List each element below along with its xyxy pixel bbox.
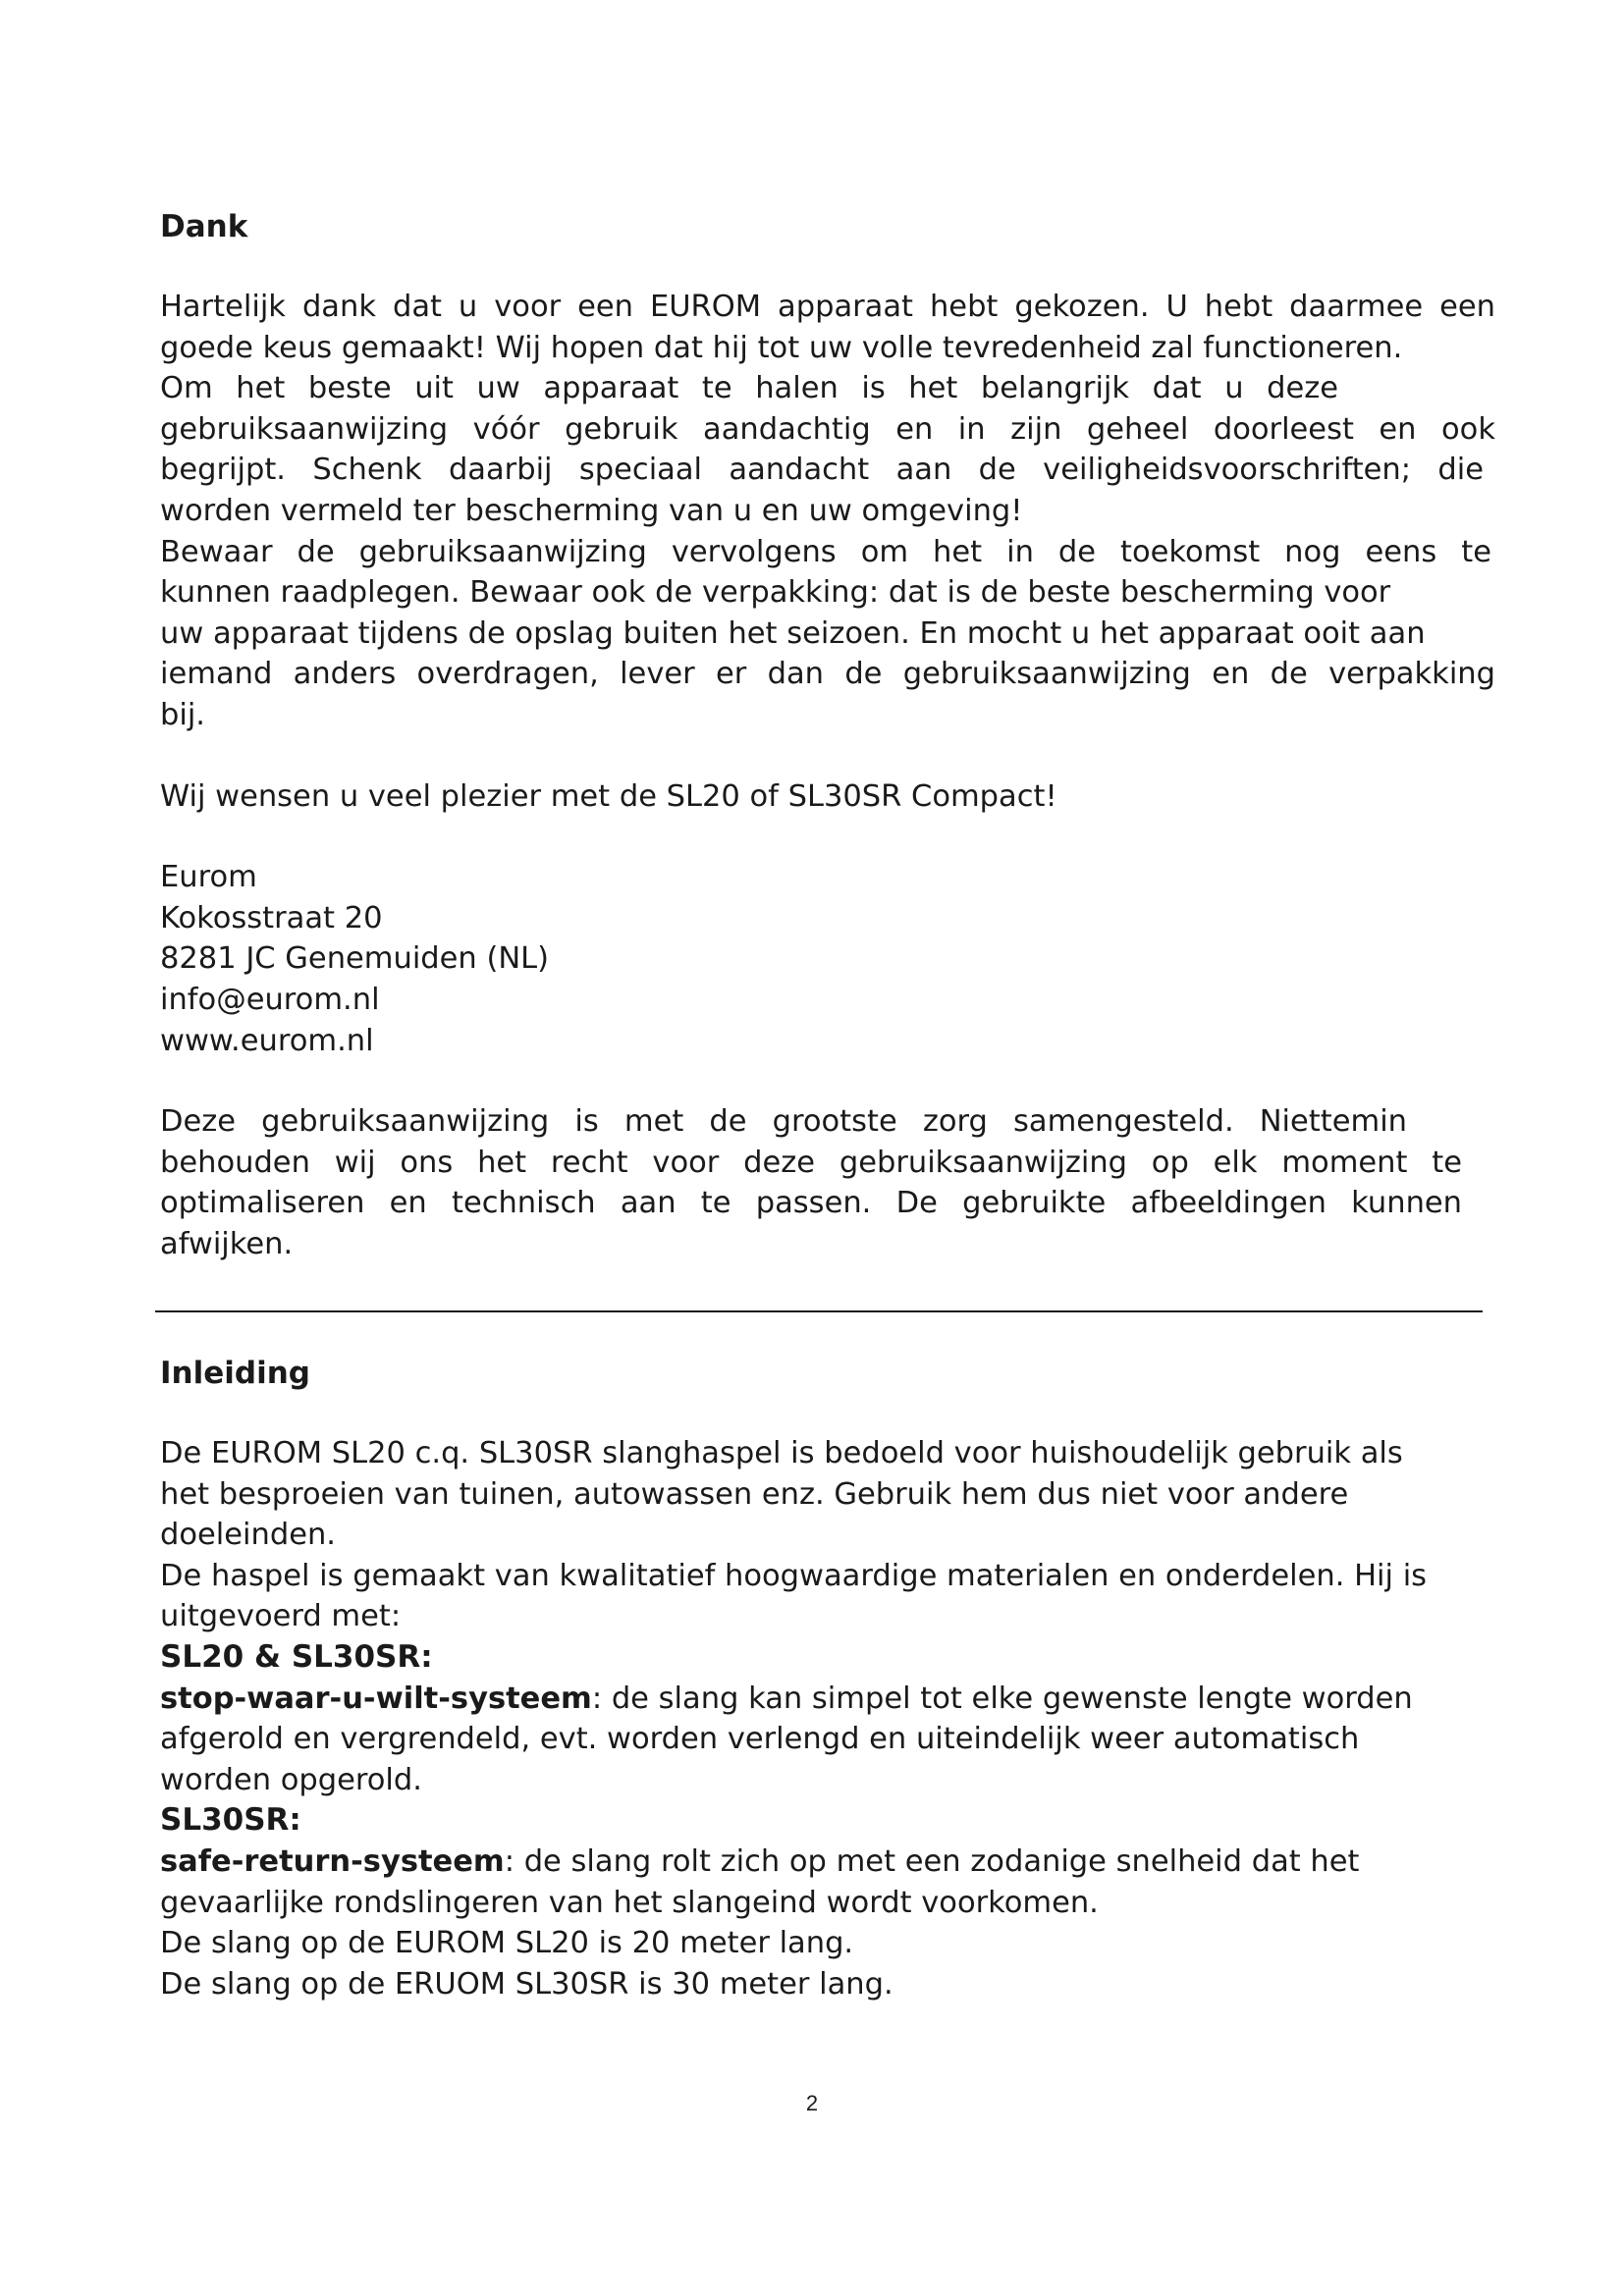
label-sl20-sl30sr: SL20 & SL30SR:: [160, 1638, 433, 1675]
section-inleiding: [160, 1353, 1495, 2004]
address-block: [160, 857, 1495, 1061]
text-line: Om het beste uit uw apparaat te halen is het belangrijk dat u deze: [160, 371, 1338, 406]
hose-length-sl30sr: De slang op de ERUOM SL30SR is 30 meter lang.: [160, 1966, 893, 2002]
paragraph-intro: [160, 1433, 1495, 1637]
text-line: worden opgerold.: [160, 1762, 422, 1797]
text-line: gebruiksaanwijzing vóór gebruik aandachtig en in zijn geheel doorleest en ook: [160, 411, 1495, 447]
text-line: begrijpt. Schenk daarbij speciaal aandacht aan de veiligheidsvoorschriften; die: [160, 453, 1484, 488]
postal-city: 8281 JC Genemuiden (NL): [160, 941, 550, 977]
safe-return-line: [160, 1842, 1495, 1883]
wish-text: Wij wensen u veel plezier met de SL20 of SL30SR Compact!: [160, 778, 1057, 814]
stop-system-line: [160, 1679, 1495, 1720]
stop-system-term: stop-waar-u-wilt-systeem: [160, 1681, 592, 1716]
text-line: bij.: [160, 697, 206, 732]
hose-length-sl20: De slang op de EUROM SL20 is 20 meter lang.: [160, 1926, 854, 1961]
company-name: Eurom: [160, 860, 257, 895]
text-line: De EUROM SL20 c.q. SL30SR slanghaspel is bedoeld voor huishoudelijk gebruik als: [160, 1436, 1403, 1470]
section-dank: [160, 206, 1495, 1264]
text-line: gevaarlijke rondslingeren van het slangeind wordt voorkomen.: [160, 1885, 1099, 1920]
email-address: info@eurom.nl: [160, 982, 380, 1017]
text-line: worden vermeld ter bescherming van u en uw omgeving!: [160, 493, 1023, 528]
text-line: behouden wij ons het recht voor deze gebruiksaanwijzing op elk moment te: [160, 1145, 1462, 1180]
street-address: Kokosstraat 20: [160, 900, 383, 935]
text-line: Hartelijk dank dat u voor een EUROM apparaat hebt gekozen. U hebt daarmee een: [160, 290, 1495, 324]
text-line: doeleinden.: [160, 1518, 336, 1553]
stop-system-description: : de slang kan simpel tot elke gewenste lengte worden: [591, 1681, 1413, 1716]
safe-return-term: safe-return-systeem: [160, 1843, 505, 1879]
text-line: iemand anders overdragen, lever er dan de gebruiksaanwijzing en de verpakking: [160, 657, 1495, 692]
text-line: Bewaar de gebruiksaanwijzing vervolgens om het in de toekomst nog eens te: [160, 534, 1491, 569]
text-line: kunnen raadplegen. Bewaar ook de verpakking: dat is de beste bescherming voor: [160, 575, 1391, 611]
text-line: afwijken.: [160, 1226, 294, 1261]
text-line: optimaliseren en technisch aan te passen. De gebruikte afbeeldingen kunnen: [160, 1186, 1462, 1221]
text-line: uw apparaat tijdens de opslag buiten het seizoen. En mocht u het apparaat ooit aan: [160, 615, 1426, 651]
heading-inleiding: Inleiding: [160, 1356, 310, 1391]
text-line: De haspel is gemaakt van kwalitatief hoogwaardige materialen en onderdelen. Hij is: [160, 1558, 1428, 1593]
paragraph-disclaimer: [160, 1101, 1495, 1264]
text-line: Deze gebruiksaanwijzing is met de grootste zorg samengesteld. Niettemin: [160, 1104, 1407, 1140]
text-line: uitgevoerd met:: [160, 1599, 402, 1634]
page-number: 2: [805, 2091, 819, 2115]
section-divider: [155, 1310, 1483, 1312]
heading-dank: Dank: [160, 209, 248, 244]
safe-return-description: : de slang rolt zich op met een zodanige snelheid dat het: [504, 1843, 1360, 1879]
text-line: goede keus gemaakt! Wij hopen dat hij tot uw volle tevredenheid zal functioneren.: [160, 330, 1403, 365]
website: www.eurom.nl: [160, 1023, 374, 1058]
paragraph-thanks: [160, 287, 1495, 736]
text-line: het besproeien van tuinen, autowassen enz. Gebruik hem dus niet voor andere: [160, 1476, 1349, 1512]
text-line: afgerold en vergrendeld, evt. worden verlengd en uiteindelijk weer automatisch: [160, 1722, 1360, 1757]
label-sl30sr: SL30SR:: [160, 1802, 301, 1839]
